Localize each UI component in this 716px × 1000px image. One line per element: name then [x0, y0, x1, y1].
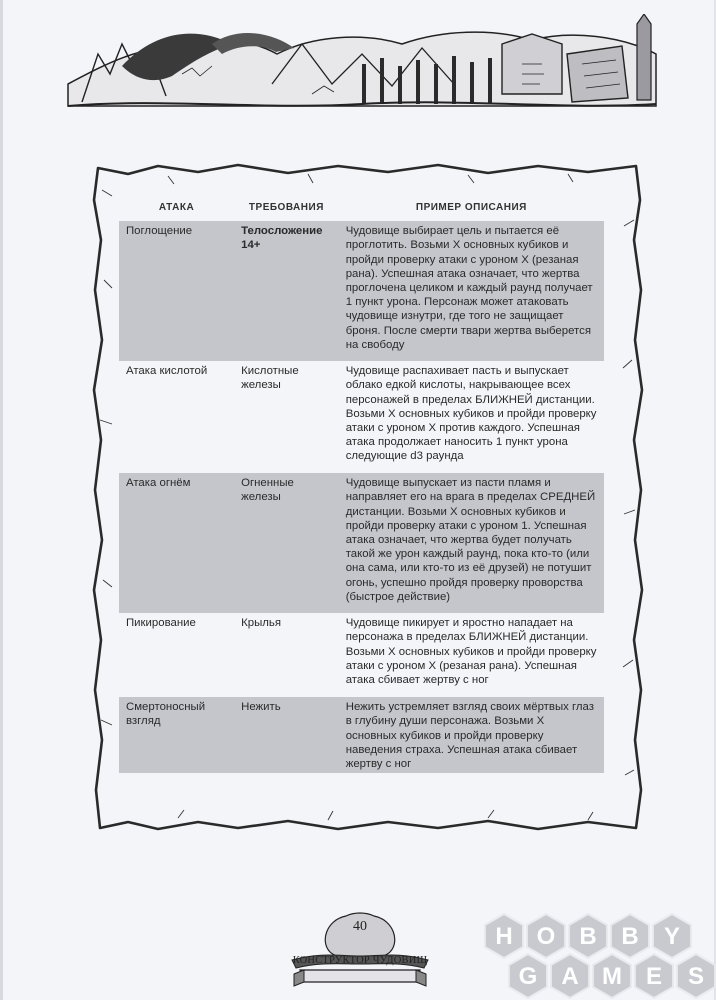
watermark-letter: A	[561, 963, 579, 990]
attack-requirement: Кислотные железы	[234, 361, 339, 473]
watermark-letter: O	[536, 923, 556, 950]
attacks-table	[119, 196, 604, 773]
attack-description: Чудовище выбирает цель и пытается её проглотить. Возьми X основных кубиков и пройди проверку атаки с уроном X (резаная рана). Успешная атака означает, что жертва проглочена целиком и каждый раунд получает 1 пункт урона. Персонаж может атаковать чудовище изнутри, где того не защищает броня. После смерти твари жертва выберется на свободу	[339, 221, 604, 361]
attack-name: Атака огнём	[119, 473, 234, 613]
header-illustration	[62, 14, 662, 110]
attack-description: Чудовище выпускает из пасти пламя и направляет его на врага в пределах СРЕДНЕЙ дистанции. Возьми X основных кубиков и пройди проверку атаки с уроном 1. Успешная атака означает, что жертва будет получать такой же урон каждый раунд, пока кто-то (или она сама, или кто-то из её друзей) не потушит огонь, успешно пройдя проверку проворства (быстрое действие)	[339, 473, 604, 613]
header-attack: АТАКА	[158, 202, 195, 213]
table-row	[119, 221, 604, 361]
attack-description: Чудовище пикирует и яростно нападает на персонажа в пределах БЛИЖНЕЙ дистанции. Возьми X основных кубиков и пройди проверку атаки с уроном X (резаная рана). Успешная атака сбивает жертву с ног	[339, 613, 604, 697]
page-number: 40	[353, 919, 367, 934]
table-row	[119, 473, 604, 613]
table-row	[119, 613, 604, 697]
attack-requirement: Нежить	[234, 697, 339, 773]
attack-requirement: Телосложение 14+	[234, 221, 339, 361]
watermark-letter: G	[518, 963, 538, 990]
watermark-letter: B	[621, 923, 639, 950]
book-title: КОНСТРУКТОР ЧУДОВИЩ	[292, 955, 428, 966]
attack-name: Смертоносный взгляд	[119, 697, 234, 773]
table-header-row	[119, 196, 604, 221]
watermark-letter: B	[579, 923, 597, 950]
header-description: ПРИМЕР ОПИСАНИЯ	[415, 202, 527, 213]
attack-description: Нежить устремляет взгляд своих мёртвых глаз в глубину души персонажа. Возьми X основных кубиков и пройди проверку наведения страха. Успешная атака сбивает жертву с ног	[339, 697, 604, 773]
attack-name: Атака кислотой	[119, 361, 234, 473]
watermark-letter: H	[495, 923, 513, 950]
watermark-letter: Y	[663, 923, 681, 950]
attack-requirement: Крылья	[234, 613, 339, 697]
attack-description: Чудовище распахивает пасть и выпускает облако едкой кислоты, накрывающее всех персонажей в пределах БЛИЖНЕЙ дистанции. Возьми X основных кубиков и пройди проверку атаки с уроном X против каждого. Успешная атака продолжает наносить 1 пункт урона следующие d3 раунда	[339, 361, 604, 473]
attack-requirement: Огненные железы	[234, 473, 339, 613]
watermark-logo	[480, 908, 716, 1000]
attack-name: Пикирование	[119, 613, 234, 697]
table-row	[119, 361, 604, 473]
attack-name: Поглощение	[119, 221, 234, 361]
watermark-letter: M	[602, 963, 622, 990]
header-requirements: ТРЕБОВАНИЯ	[248, 202, 324, 213]
watermark-letter: E	[645, 963, 663, 990]
watermark-letter: S	[687, 963, 705, 990]
table-row	[119, 697, 604, 773]
